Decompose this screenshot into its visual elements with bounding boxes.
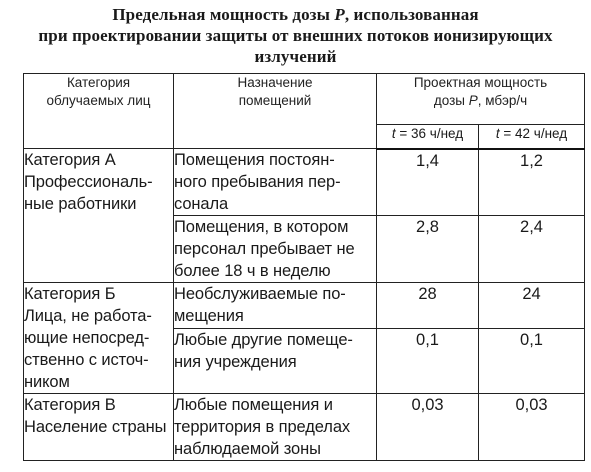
value-a1-t36: 1,4: [377, 149, 479, 216]
dose-rate-table: [23, 73, 585, 461]
value-v1-t42: 0,03: [479, 394, 585, 461]
category-b: Категория Б Лица, не работа- ющие непосред- ственно с источ- ником: [24, 283, 174, 394]
title-line-1: Предельная мощность дозы P, использованная: [112, 5, 479, 24]
header-t42: t = 42 ч/нед: [479, 124, 585, 148]
purpose-b2: Любые другие помеще- ния учреждения: [174, 329, 377, 394]
value-b2-t42: 0,1: [479, 329, 585, 394]
purpose-a2: Помещения, в котором персонал пребывает не более 18 ч в неделю: [174, 216, 377, 283]
header-dose-rate: Проектная мощность дозы P, мбэр/ч: [377, 74, 585, 125]
value-b2-t36: 0,1: [377, 329, 479, 394]
value-a2-t36: 2,8: [377, 216, 479, 283]
title-line-3: излучений: [254, 47, 337, 66]
category-a: Категория А Профессиональ- ные работники: [24, 149, 174, 283]
purpose-b1: Необслуживаемые по- мещения: [174, 283, 377, 329]
value-a2-t42: 2,4: [479, 216, 585, 283]
document-title: [0, 4, 591, 67]
value-v1-t36: 0,03: [377, 394, 479, 461]
value-a1-t42: 1,2: [479, 149, 585, 216]
header-purpose: Назначение помещений: [174, 74, 377, 149]
value-b1-t36: 28: [377, 283, 479, 329]
purpose-a1: Помещения постоян- ного пребывания пер- сонала: [174, 149, 377, 216]
category-v: Категория В Население страны: [24, 394, 174, 461]
purpose-v1: Любые помещения и территория в пределах наблюдаемой зоны: [174, 394, 377, 461]
title-line-2: при проектировании защиты от внешних потоков ионизирующих: [38, 26, 553, 45]
header-t36: t = 36 ч/нед: [377, 124, 479, 148]
header-category: Категория облучаемых лиц: [24, 74, 174, 149]
value-b1-t42: 24: [479, 283, 585, 329]
